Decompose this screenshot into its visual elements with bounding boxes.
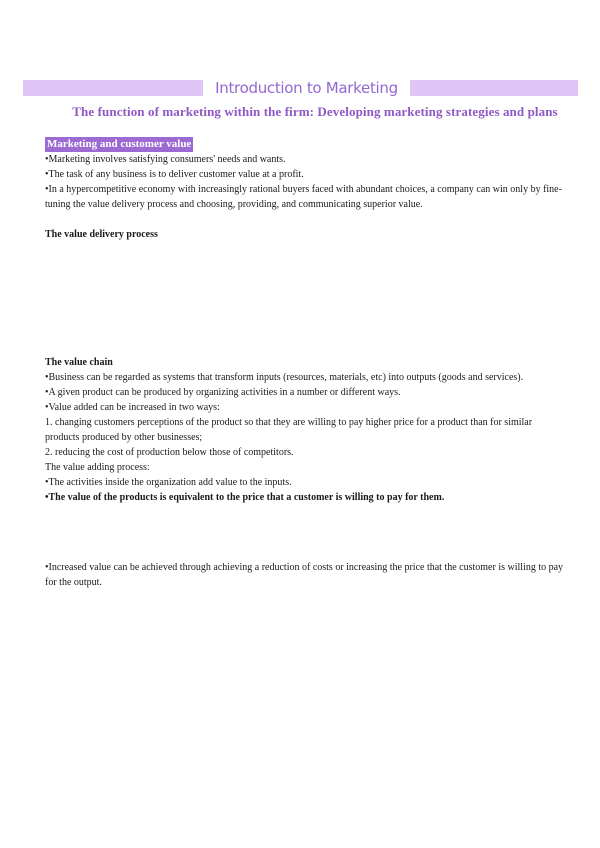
page-subtitle: The function of marketing within the firm: Developing marketing strategies and plans — [72, 104, 558, 119]
paragraph: •The activities inside the organization add value to the inputs. — [45, 477, 292, 488]
title-band-left — [23, 80, 203, 96]
section-heading-value-delivery: The value delivery process — [45, 229, 158, 240]
paragraph: •Value added can be increased in two ways: — [45, 402, 220, 413]
paragraph: •The task of any business is to deliver customer value at a profit. — [45, 169, 304, 180]
section-heading-value-chain: The value chain — [45, 357, 113, 368]
spacer — [45, 505, 565, 560]
paragraph: 2. reducing the cost of production below those of competitors. — [45, 447, 294, 458]
paragraph-bold: •The value of the products is equivalent to the price that a customer is willing to pay for them. — [45, 492, 445, 503]
paragraph: 1. changing customers perceptions of the product so that they are willing to pay higher price for a product than for similar products produced by other businesses; — [45, 417, 533, 443]
document-body — [45, 137, 565, 590]
paragraph: •A given product can be produced by organizing activities in a number or different ways. — [45, 387, 401, 398]
page-title: Introduction to Marketing — [215, 79, 398, 97]
title-band-right — [410, 80, 578, 96]
paragraph: •In a hypercompetitive economy with increasingly rational buyers faced with abundant choices, a company can win only by fine-tuning the value delivery process and choosing, providing, and communicating superior value. — [45, 184, 562, 210]
spacer — [45, 212, 565, 227]
paragraph: The value adding process: — [45, 462, 150, 473]
spacer — [45, 242, 565, 355]
title-bar — [23, 78, 578, 98]
paragraph: •Increased value can be achieved through achieving a reduction of costs or increasing the price that the customer is willing to pay for the output. — [45, 562, 564, 588]
paragraph: •Business can be regarded as systems that transform inputs (resources, materials, etc) into outputs (goods and services). — [45, 372, 524, 383]
paragraph: •Marketing involves satisfying consumers' needs and wants. — [45, 154, 286, 165]
section-heading-customer-value: Marketing and customer value — [47, 138, 192, 150]
